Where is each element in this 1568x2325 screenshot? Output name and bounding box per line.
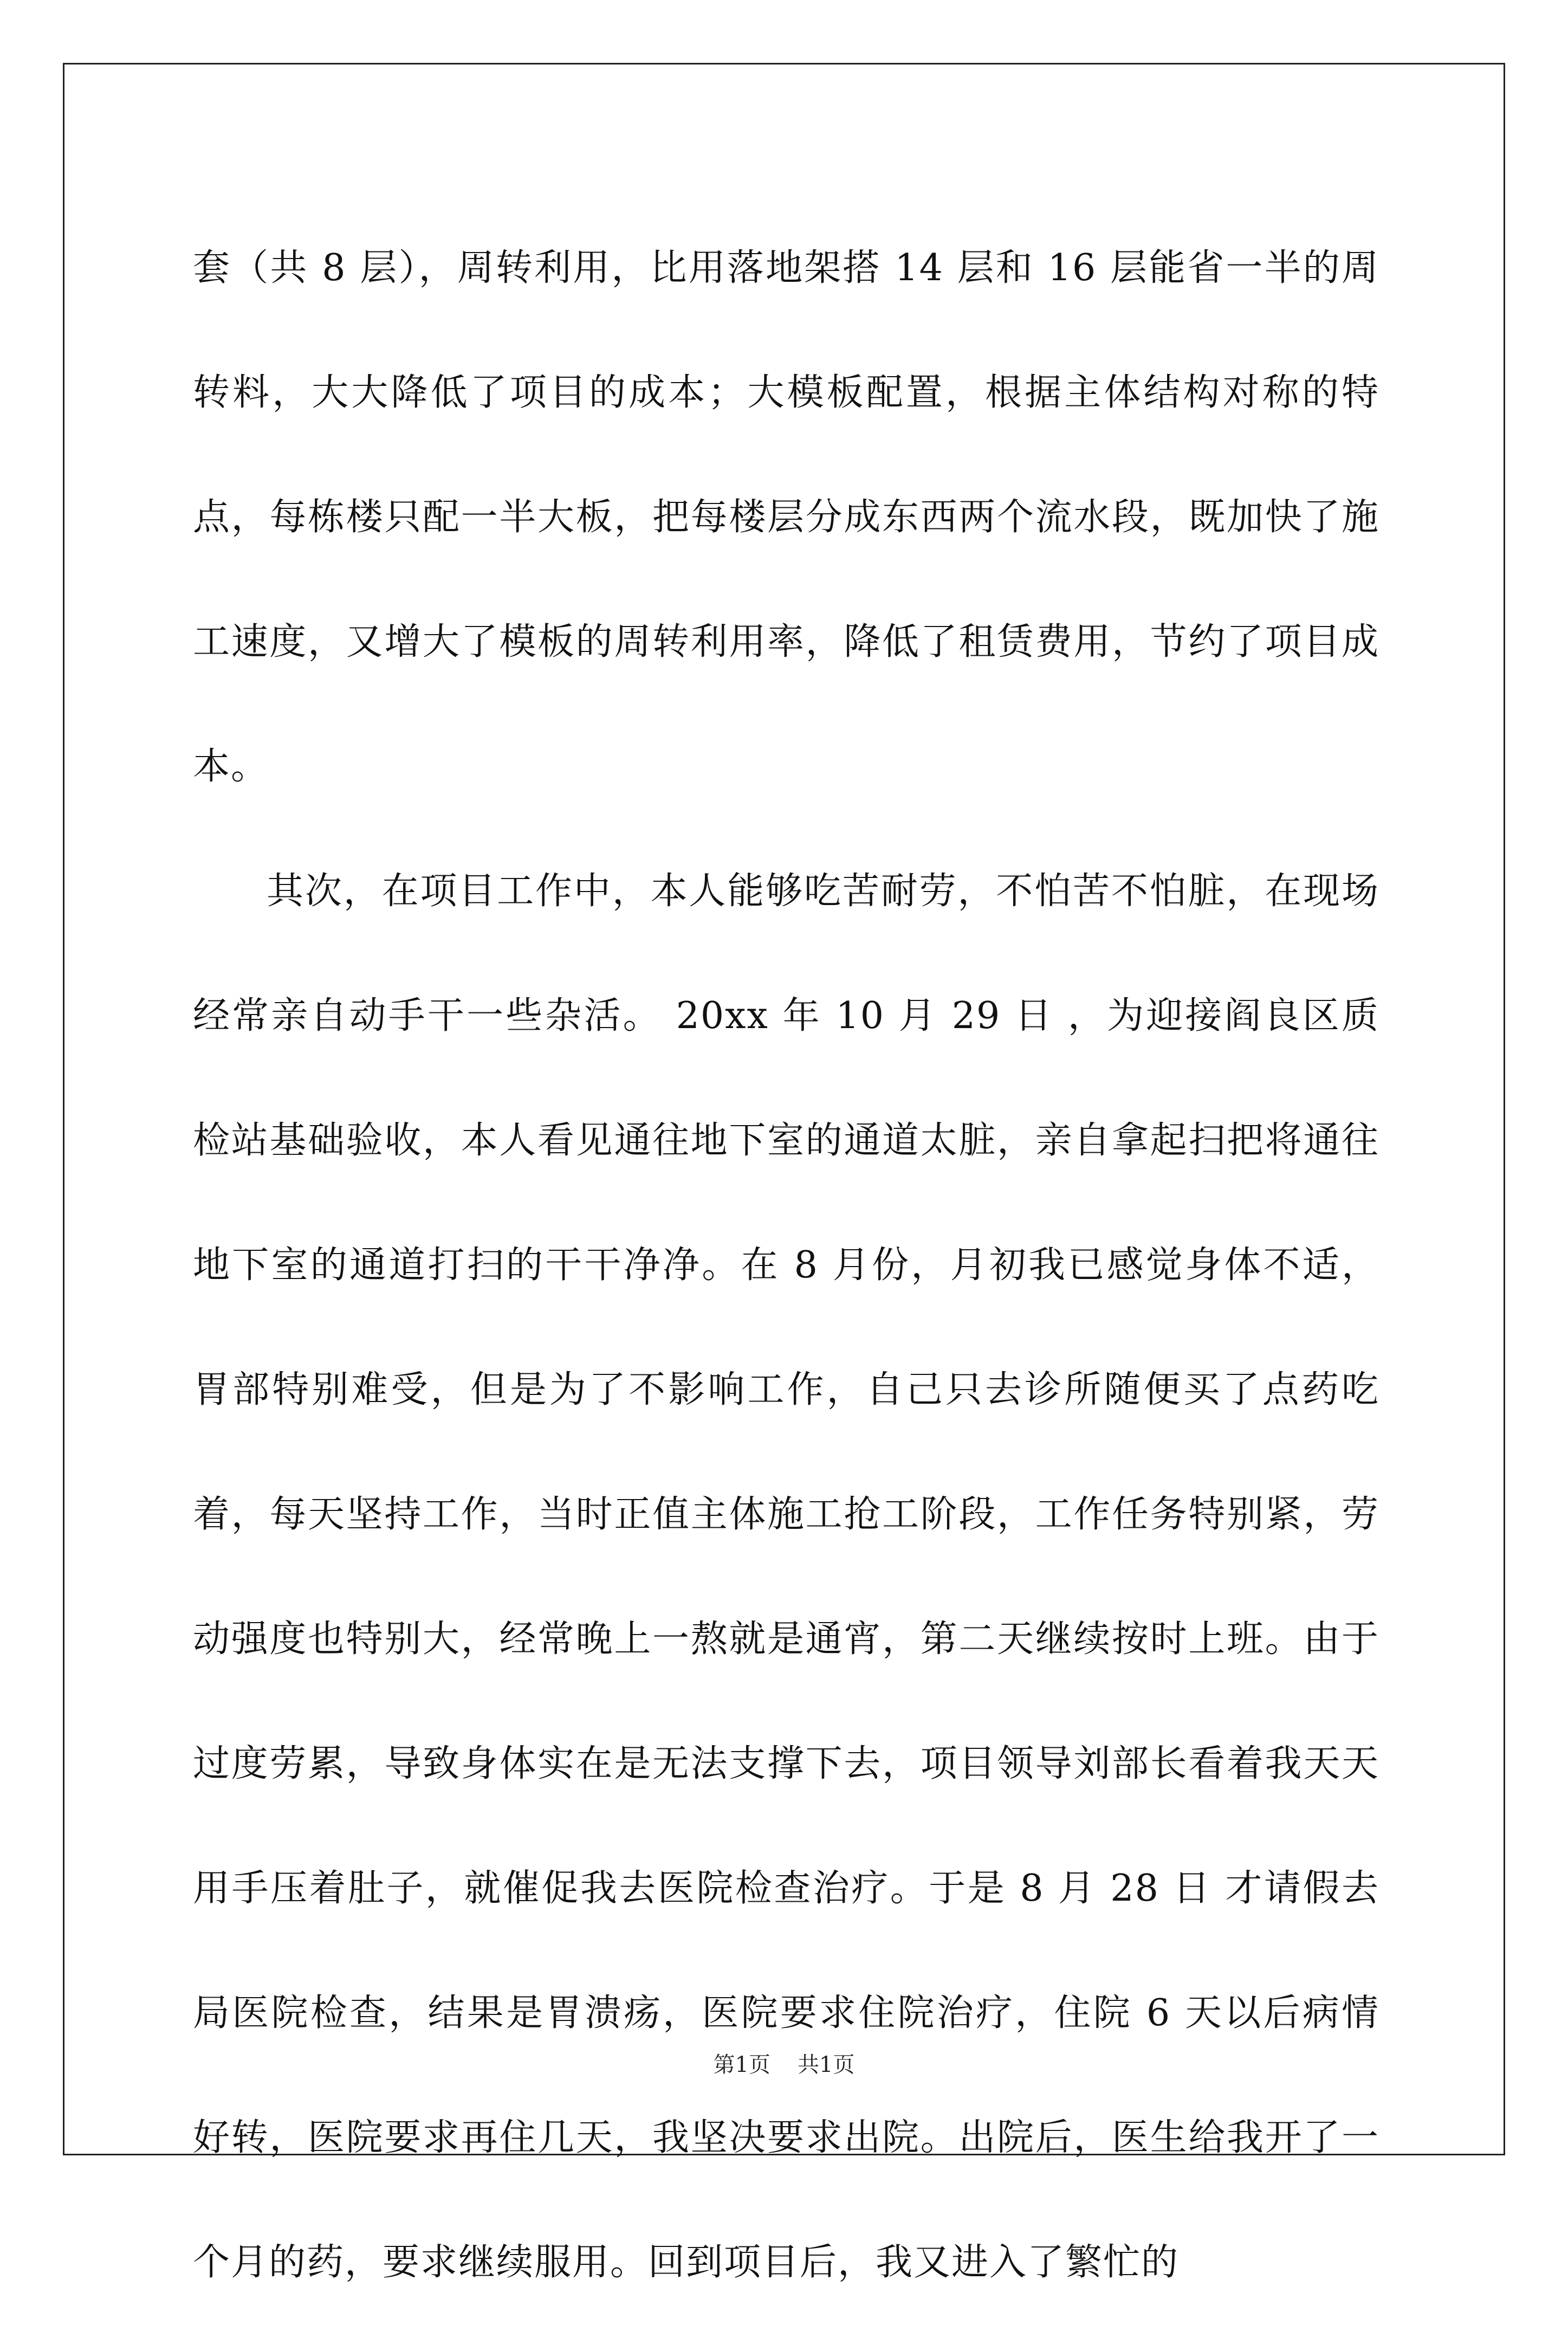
- paragraph-2: 其次，在项目工作中，本人能够吃苦耐劳，不怕苦不怕脏，在现场经常亲自动手干一些杂活。 20xx 年 10 月 29 日 ，为迎接阎良区质检站基础验收，本人看见通往地下室的通道太脏，亲自拿起扫把将通往地下室的通道打扫的干干净净。在 8 月份，月初我已感觉身体不适，胃部特别难受，但是为了不影响工作，自己只去诊所随便买了点药吃着，每天坚持工作，当时正值主体施工抢工阶段，工作任务特别紧，劳动强度也特别大，经常晚上一熬就是通宵，第二天继续按时上班。由于过度劳累，导致身体实在是无法支撑下去，项目领导刘部长看着我天天用手压着肚子，就催促我去医院检查治疗。于是 8 月 28 日 才请假去局医院检查，结果是胃溃疡，医院要求住院治疗，住院 6 天以后病情好转，医院要求再住几天，我坚决要求出院。出院后，医生给我开了一个月的药，要求继续服用。回到项目后，我又进入了繁忙的: [193, 870, 1379, 2284]
- paragraph-1: 套（共 8 层），周转利用，比用落地架搭 14 层和 16 层能省一半的周转料，大大降低了项目的成本；大模板配置，根据主体结构对称的特点，每栋楼只配一半大板，把每楼层分成东西两个流水段，既加快了施工速度，又增大了模板的周转利用率，降低了租赁费用，节约了项目成本。: [193, 247, 1379, 788]
- page-total: 共1页: [798, 2052, 855, 2077]
- document-body: [193, 206, 1379, 2325]
- page-footer: [0, 2049, 1568, 2081]
- page-number: 第1页: [713, 2052, 770, 2077]
